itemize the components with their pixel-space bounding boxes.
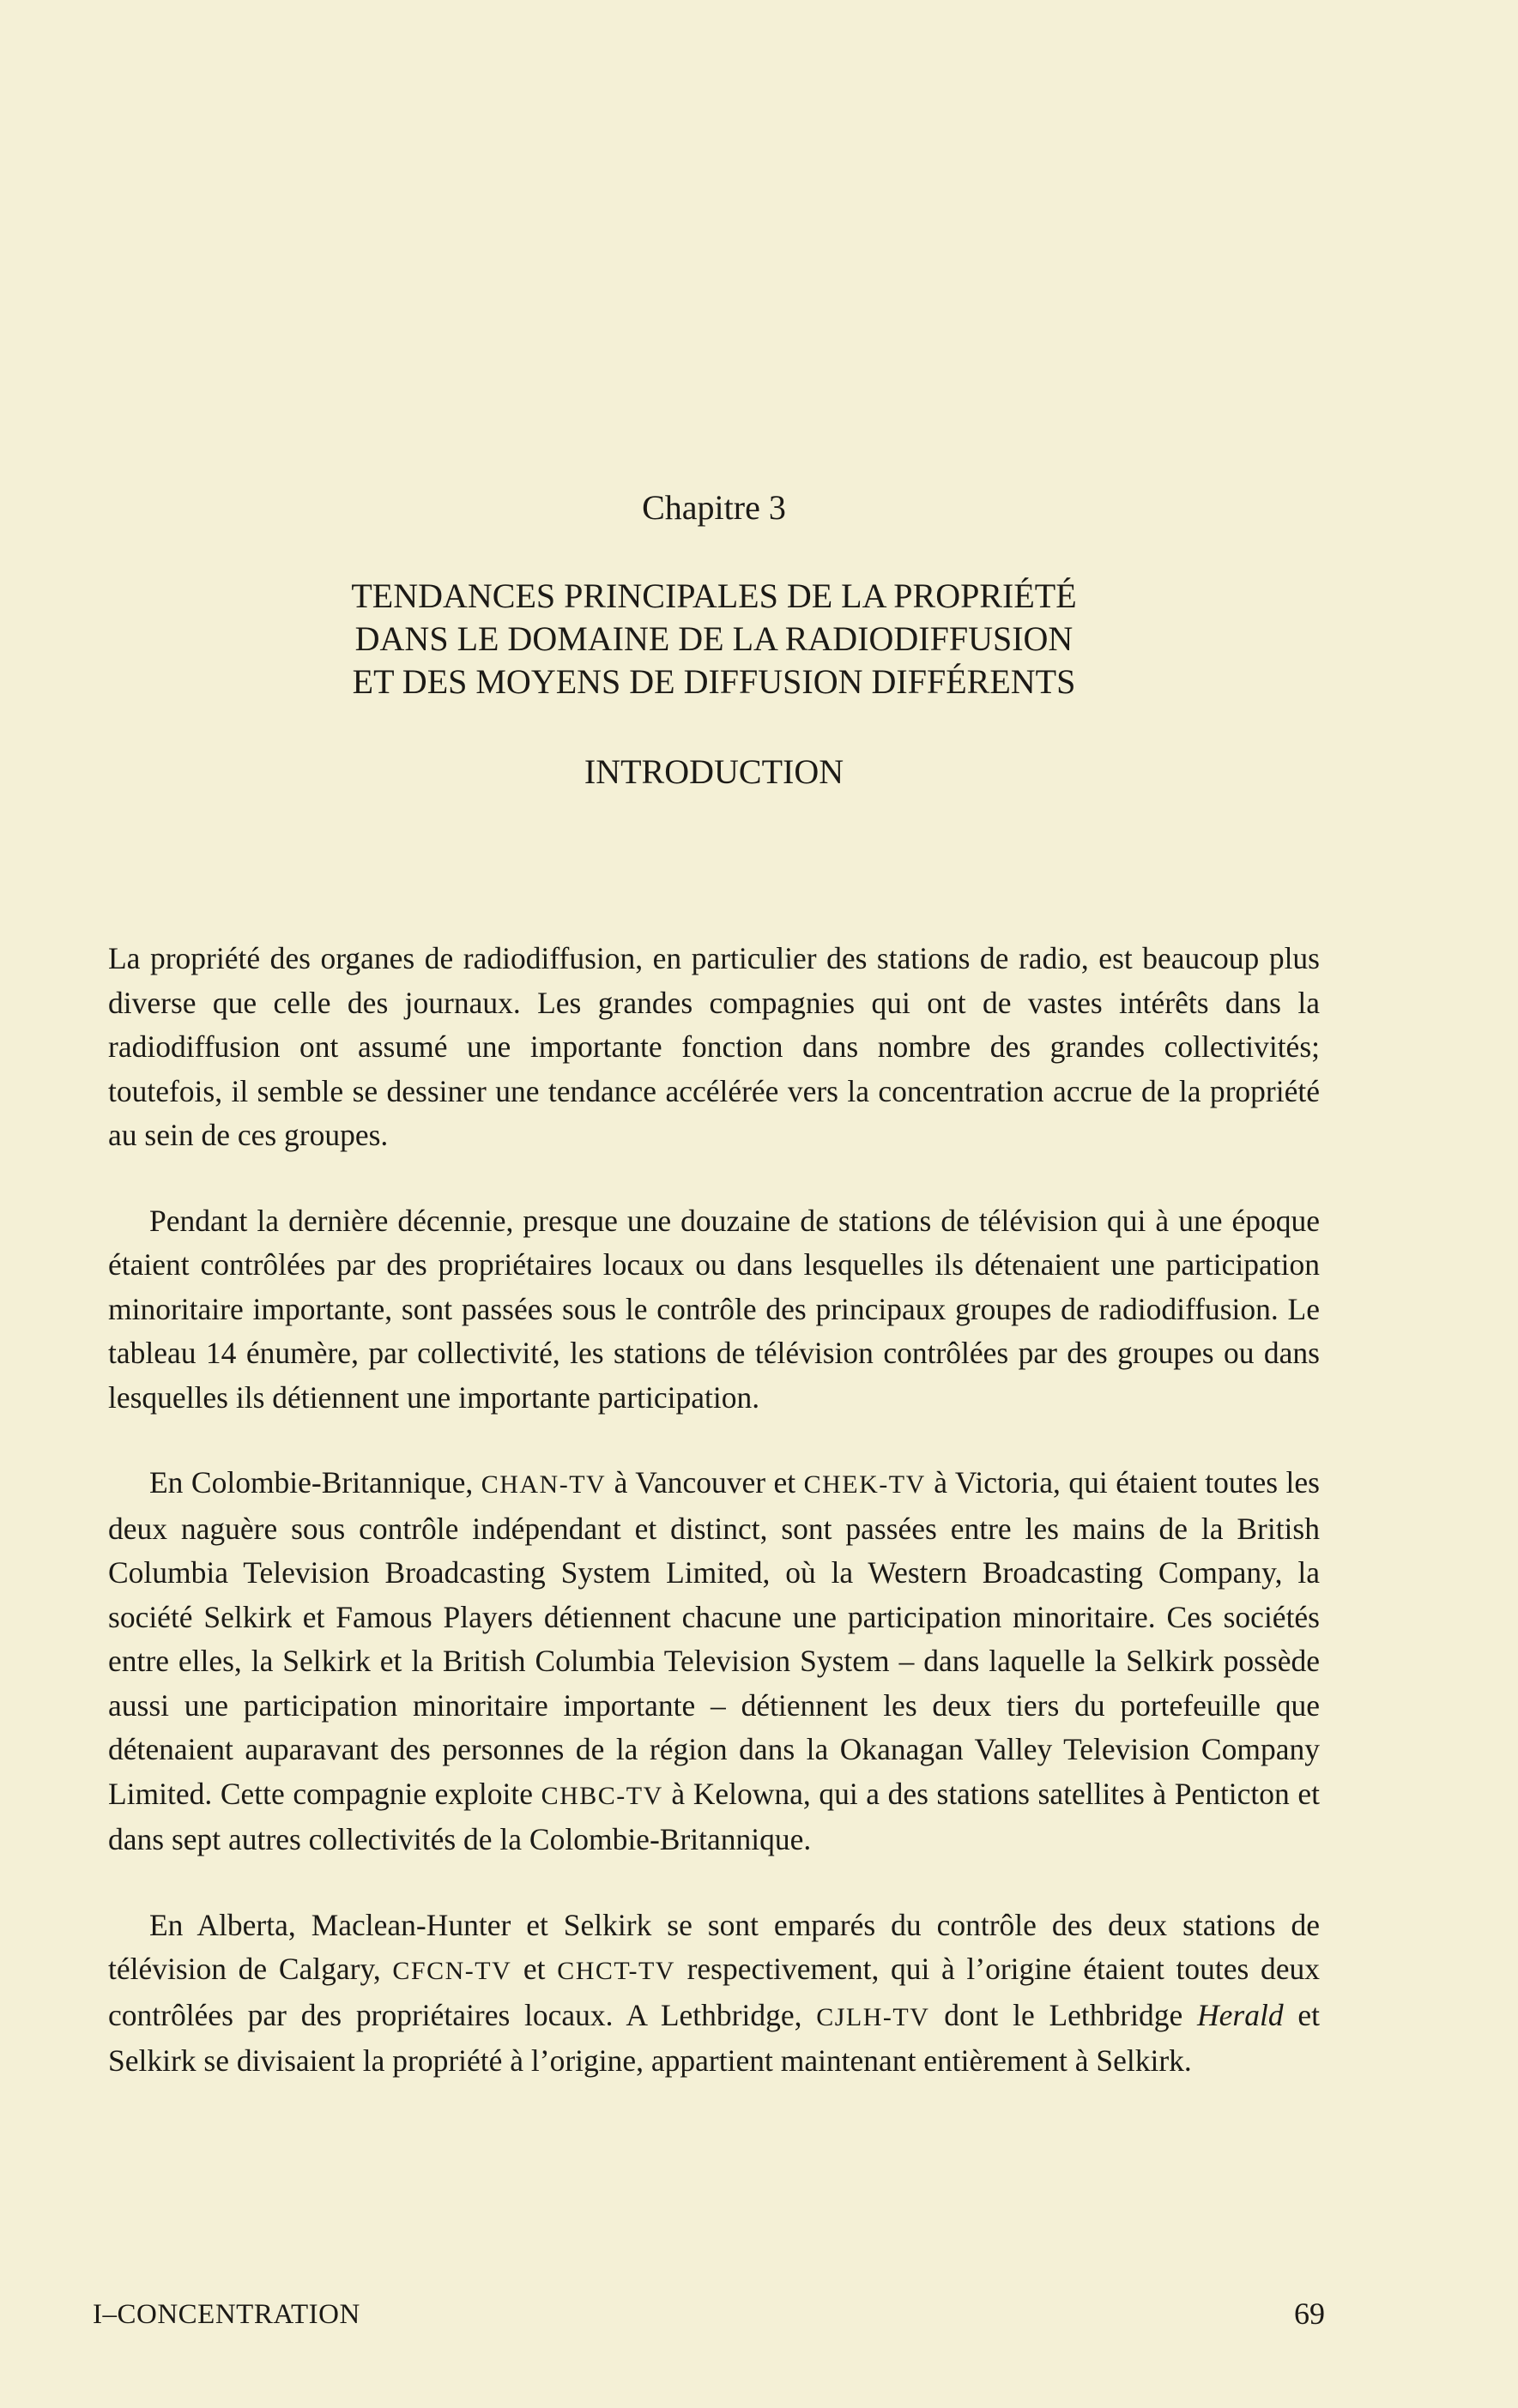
station-name: CFCN-TV [392,1957,512,1985]
section-heading: INTRODUCTION [584,752,844,791]
body-text [108,937,1320,2125]
page-number: 69 [1294,2296,1325,2331]
paragraph: Pendant la dernière décennie, presque une douzaine de stations de télévision qui à une époque étaient contrôlées par des propriétaires locaux ou dans lesquelles ils détenaient une participation minoritaire importante, sont passées sous le contrôle des principaux groupes de radiodiffusion. Le tableau 14 énumère, par collectivité, les stations de télévision contrôlées par des groupes ou dans lesquelles ils détiennent une importante participation. [108,1203,1320,1415]
paragraph: La propriété des organes de radiodiffusion, en particulier des stations de radio, est beaucoup plus diverse que celle des journaux. Les grandes compagnies qui ont de vastes intérêts dans la radiodiffusion ont assumé une importante fonction dans nombre des grandes collectivités; toutefois, il semble se dessiner une tendance accélérée vers la concentration accrue de la propriété au sein de ces groupes. [108,941,1320,1152]
station-name: CHEK-TV [803,1470,926,1499]
station-name: CHCT-TV [557,1957,675,1985]
station-name: CJLH-TV [816,2002,930,2031]
chapter-title-line: DANS LE DOMAINE DE LA RADIODIFFUSION [354,619,1073,658]
running-footer: I–CONCENTRATION [93,2299,360,2330]
chapter-title-line: ET DES MOYENS DE DIFFUSION DIFFÉRENTS [352,662,1076,701]
station-name: CHAN-TV [481,1470,607,1499]
chapter-title-line: TENDANCES PRINCIPALES DE LA PROPRIÉTÉ [351,576,1077,615]
chapter-title [0,575,1428,703]
chapter-heading: Chapitre 3 [642,488,786,527]
station-name: CHBC-TV [541,1781,663,1810]
paragraph: En Alberta, Maclean-Hunter et Selkirk se sont emparés du contrôle des deux stations de télévision de Calgary, CFCN-TV et CHCT-TV respectivement, qui à l’origine étaient toutes deux contrôlées par des propriétaires locaux. A Lethbridge, CJLH-TV dont le Lethbridge Herald et Selkirk se divisaient la propriété à l’origine, appartient maintenant entièrement à Selkirk. [108,1907,1320,2078]
paragraph: En Colombie-Britannique, CHAN-TV à Vancouver et CHEK-TV à Victoria, qui étaient toutes les deux naguère sous contrôle indépendant et distinct, sont passées entre les mains de la British Columbia Television Broadcasting System Limited, où la Western Broadcasting Company, la société Selkirk et Famous Players détiennent chacune une participation minoritaire. Ces sociétés entre elles, la Selkirk et la British Columbia Television System – dans laquelle la Selkirk possède aussi une participation minoritaire importante – détiennent les deux tiers du portefeuille que détenaient auparavant des personnes de la région dans la Okanagan Valley Television Company Limited. Cette compagnie exploite CHBC-TV à Kelowna, qui a des stations satellites à Penticton et dans sept autres collectivités de la Colombie-Britannique. [108,1465,1320,1856]
newspaper-name: Herald [1197,1997,1284,2032]
